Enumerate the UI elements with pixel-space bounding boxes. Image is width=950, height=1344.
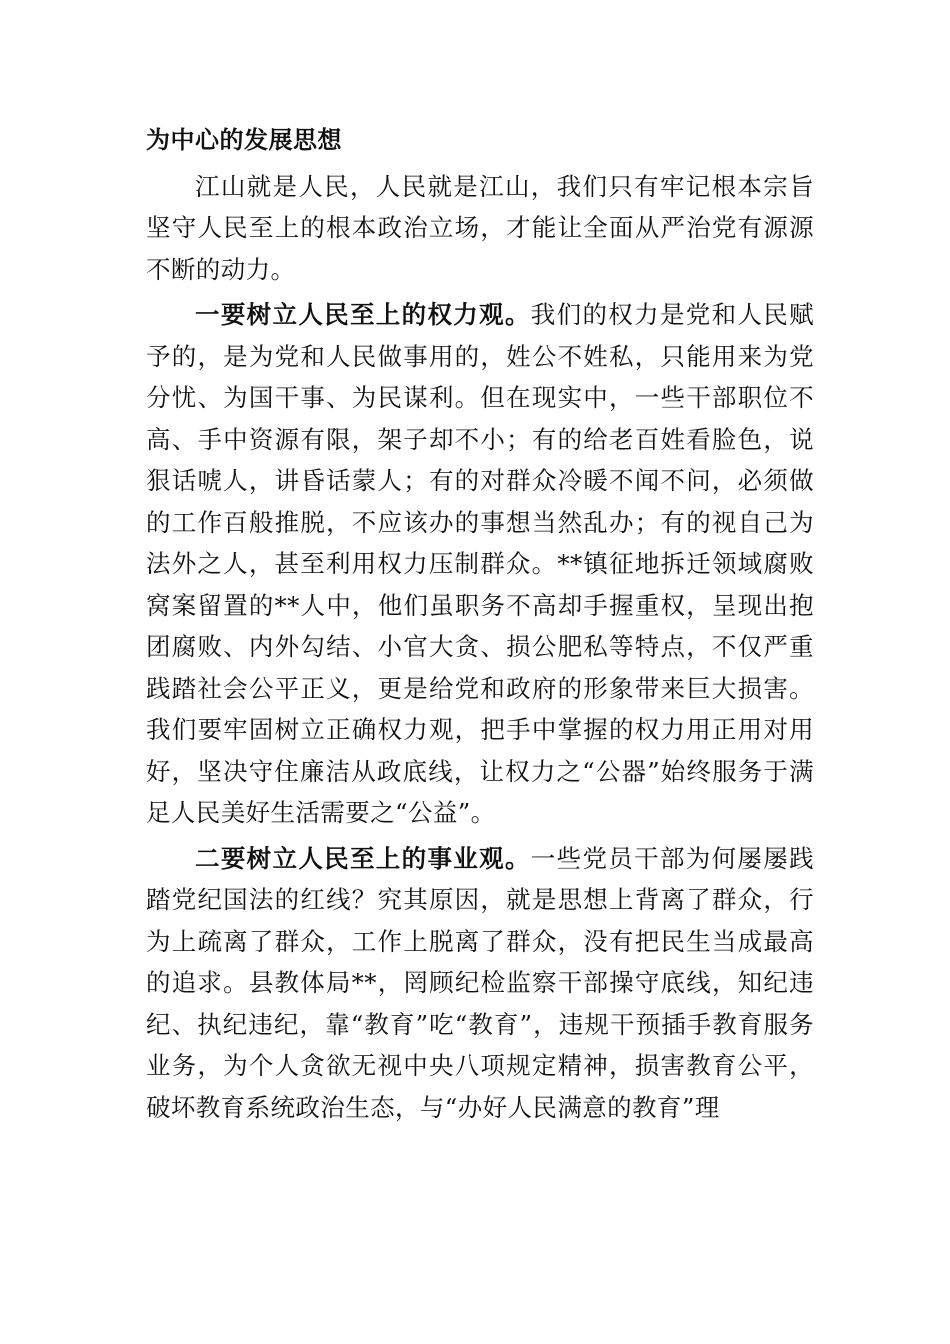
paragraph-intro-text: 江山就是人民，人民就是江山，我们只有牢记根本宗旨坚守人民至上的根本政治立场，才能让全面从严治党有源源不断的动力。 — [146, 171, 814, 284]
paragraph-power-view — [146, 294, 814, 834]
section-heading: 为中心的发展思想 — [146, 126, 342, 154]
paragraph-power-view-text: 我们的权力是党和人民赋予的，是为党和人民做事用的，姓公不姓私，只能用来为党分忧、为国干事、为民谋利。但在现实中，一些干部职位不高、手中资源有限，架子却不小；有的给老百姓看脸色，说狠话唬人，讲昏话蒙人；有的对群众冷暖不闻不问，必须做的工作百般推脱，不应该办的事想当然乱办；有的视自己为法外之人，甚至利用权力压制群众。**镇征地拆迁领域腐败窝案留置的**人中，他们虽职务不高却手握重权，呈现出抱团腐败、内外勾结、小官大贪、损公肥私等特点，不仅严重践踏社会公平正义，更是给党和政府的形象带来巨大损害。我们要牢固树立正确权力观，把手中掌握的权力用正用对用好，坚决守住廉洁从政底线，让权力之“公器”始终服务于满足人民美好生活需要之“公益”。 — [146, 300, 814, 827]
paragraph-career-view — [146, 838, 814, 1129]
paragraph-intro — [146, 166, 814, 291]
paragraph-power-view-lead: 一要树立人民至上的权力观。 — [195, 300, 531, 329]
document-body — [146, 120, 814, 1128]
paragraph-career-view-lead: 二要树立人民至上的事业观。 — [195, 843, 531, 873]
paragraph-career-view-text: 一些党员干部为何屡屡践踏党纪国法的红线？究其原因，就是思想上背离了群众，行为上疏离了群众，工作上脱离了群众，没有把民生当成最高的追求。县教体局**，罔顾纪检监察干部操守底线，知纪违纪、执纪违纪，靠“教育”吃“教育”，违规干预插手教育服务业务，为个人贪欲无视中央八项规定精神，损害教育公平，破坏教育系统政治生态，与“办好人民满意的教育”理 — [146, 843, 814, 1122]
